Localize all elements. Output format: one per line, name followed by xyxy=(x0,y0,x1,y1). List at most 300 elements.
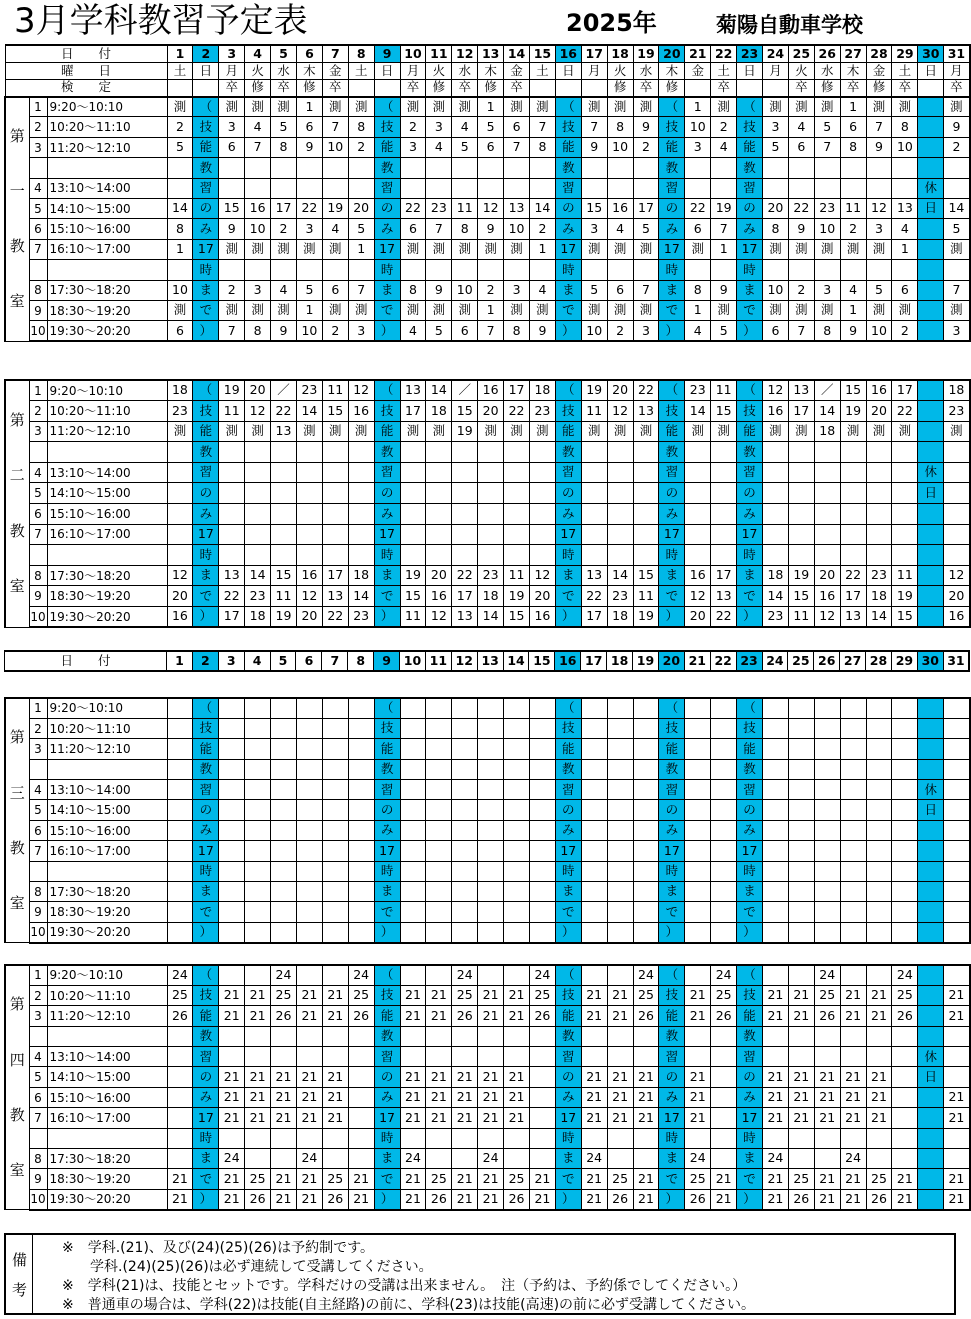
schedule-cell: 8 xyxy=(400,280,426,300)
schedule-cell: 測 xyxy=(322,421,348,442)
schedule-cell xyxy=(607,1026,633,1046)
schedule-cell: 20 xyxy=(685,607,711,628)
schedule-cell: 26 xyxy=(814,1006,840,1026)
schedule-cell: 21 xyxy=(762,1087,788,1107)
schedule-cell: 21 xyxy=(866,1087,892,1107)
schedule-cell xyxy=(944,922,970,942)
schedule-cell xyxy=(762,800,788,820)
page-title: 3月学科教習予定表 xyxy=(14,1,308,41)
schedule-cell: 21 xyxy=(685,1006,711,1026)
skill-only-cell: 習 xyxy=(193,178,219,198)
schedule-cell xyxy=(892,504,918,525)
period-time: 15:10～16:00 xyxy=(47,504,167,525)
schedule-cell xyxy=(711,483,737,504)
schedule-cell xyxy=(788,861,814,881)
schedule-cell xyxy=(814,739,840,759)
schedule-cell xyxy=(944,1067,970,1087)
schedule-cell xyxy=(348,861,374,881)
date-cell: 13 xyxy=(478,45,504,62)
skill-only-cell: み xyxy=(737,820,763,840)
schedule-cell: 測 xyxy=(866,421,892,442)
skill-only-cell: 17 xyxy=(374,524,400,545)
schedule-cell: 21 xyxy=(296,985,322,1005)
schedule-cell: 16 xyxy=(167,607,193,628)
closed-cell xyxy=(918,260,944,280)
schedule-cell: 1 xyxy=(892,239,918,259)
schedule-cell xyxy=(322,902,348,922)
schedule-cell xyxy=(607,718,633,738)
schedule-cell xyxy=(711,922,737,942)
schedule-cell: 21 xyxy=(348,1169,374,1189)
date-cell: 1 xyxy=(167,45,193,62)
weekday-cell: 日 xyxy=(374,62,400,79)
schedule-cell: 7 xyxy=(814,137,840,157)
skill-only-cell: ） xyxy=(374,1189,400,1209)
schedule-cell xyxy=(245,759,271,779)
schedule-cell: 測 xyxy=(607,239,633,259)
period-time: 14:10～15:00 xyxy=(47,199,167,219)
schedule-cell: 21 xyxy=(788,1087,814,1107)
schedule-cell: 19 xyxy=(452,421,478,442)
schedule-cell xyxy=(607,841,633,861)
schedule-cell xyxy=(296,882,322,902)
schedule-cell: 25 xyxy=(788,1169,814,1189)
weekday-cell: 木 xyxy=(840,62,866,79)
closed-cell xyxy=(918,380,944,401)
schedule-cell xyxy=(788,698,814,718)
schedule-cell xyxy=(219,902,245,922)
schedule-cell xyxy=(167,759,193,779)
schedule-cell xyxy=(322,1047,348,1067)
skill-only-cell: 習 xyxy=(193,1047,219,1067)
closed-cell xyxy=(918,219,944,239)
schedule-cell xyxy=(788,462,814,483)
skill-only-cell: ま xyxy=(659,1149,685,1169)
schedule-cell xyxy=(478,718,504,738)
schedule-cell xyxy=(296,158,322,178)
schedule-cell xyxy=(245,780,271,800)
skill-only-cell: 能 xyxy=(737,137,763,157)
schedule-cell xyxy=(271,698,297,718)
schedule-cell xyxy=(762,922,788,942)
schedule-cell xyxy=(529,442,555,463)
schedule-cell: 測 xyxy=(762,421,788,442)
schedule-cell xyxy=(296,442,322,463)
schedule-cell xyxy=(426,178,452,198)
schedule-cell xyxy=(348,1128,374,1148)
schedule-cell: 21 xyxy=(400,1067,426,1087)
schedule-cell xyxy=(426,902,452,922)
schedule-cell: 測 xyxy=(400,239,426,259)
schedule-cell xyxy=(633,800,659,820)
schedule-cell: 8 xyxy=(167,219,193,239)
schedule-cell xyxy=(426,841,452,861)
schedule-cell: 25 xyxy=(504,1169,530,1189)
schedule-cell xyxy=(296,178,322,198)
skill-only-cell: 能 xyxy=(555,1006,581,1026)
schedule-cell: 17 xyxy=(452,586,478,607)
weekday-cell: 月 xyxy=(763,62,789,79)
schedule-cell: 20 xyxy=(814,565,840,586)
schedule-cell xyxy=(452,504,478,525)
schedule-cell: 2 xyxy=(478,280,504,300)
weekday-cell: 月 xyxy=(219,62,245,79)
skill-only-cell: 能 xyxy=(374,421,400,442)
skill-only-cell: で xyxy=(193,1169,219,1189)
date-cell: 9 xyxy=(374,651,400,671)
schedule-cell: 21 xyxy=(219,1169,245,1189)
schedule-cell xyxy=(840,178,866,198)
skill-only-cell: み xyxy=(659,1087,685,1107)
schedule-cell: 3 xyxy=(685,137,711,157)
schedule-cell: 21 xyxy=(322,1087,348,1107)
schedule-cell xyxy=(607,1047,633,1067)
date-cell: 31 xyxy=(943,651,969,671)
exam-cell: 卒 xyxy=(219,79,245,96)
period-number: 5 xyxy=(29,800,47,820)
period-number: 2 xyxy=(29,718,47,738)
schedule-cell xyxy=(271,260,297,280)
schedule-cell xyxy=(892,524,918,545)
skill-only-cell: ま xyxy=(659,280,685,300)
schedule-cell: 測 xyxy=(892,300,918,320)
skill-only-cell: （ xyxy=(374,97,400,117)
exam-cell: 修 xyxy=(659,79,685,96)
schedule-cell xyxy=(271,483,297,504)
period-number: 2 xyxy=(29,401,47,422)
skill-only-cell: 技 xyxy=(737,985,763,1005)
schedule-cell xyxy=(348,483,374,504)
schedule-cell xyxy=(840,759,866,779)
schedule-cell xyxy=(840,739,866,759)
section-label: 第二教室 xyxy=(5,380,29,627)
period-number: 4 xyxy=(29,178,47,198)
schedule-cell xyxy=(529,841,555,861)
schedule-cell xyxy=(788,1128,814,1148)
date-cell: 12 xyxy=(451,651,477,671)
schedule-cell xyxy=(426,260,452,280)
closed-cell xyxy=(918,504,944,525)
skill-only-cell: 時 xyxy=(555,260,581,280)
schedule-cell: 21 xyxy=(581,1087,607,1107)
schedule-cell xyxy=(685,1128,711,1148)
schedule-cell: 8 xyxy=(245,321,271,341)
schedule-cell xyxy=(219,820,245,840)
schedule-cell xyxy=(607,882,633,902)
schedule-cell: 測 xyxy=(607,300,633,320)
schedule-cell xyxy=(944,800,970,820)
schedule-cell xyxy=(452,1149,478,1169)
skill-only-cell: の xyxy=(374,1067,400,1087)
closed-cell xyxy=(918,524,944,545)
date-cell: 27 xyxy=(840,45,866,62)
period-number: 1 xyxy=(29,97,47,117)
schedule-cell xyxy=(426,158,452,178)
skill-only-cell: 17 xyxy=(555,841,581,861)
schedule-cell xyxy=(685,1026,711,1046)
schedule-cell xyxy=(245,800,271,820)
closed-cell xyxy=(918,759,944,779)
schedule-cell: 測 xyxy=(763,300,789,320)
schedule-cell xyxy=(452,698,478,718)
schedule-cell xyxy=(633,504,659,525)
closed-cell xyxy=(918,321,944,341)
period-time: 18:30～19:20 xyxy=(47,586,167,607)
skill-only-cell: 時 xyxy=(555,1128,581,1148)
schedule-cell xyxy=(685,462,711,483)
schedule-cell xyxy=(452,759,478,779)
skill-only-cell: で xyxy=(374,300,400,320)
schedule-cell xyxy=(504,483,530,504)
schedule-cell: 16 xyxy=(296,565,322,586)
schedule-cell: 19 xyxy=(633,607,659,628)
weekday-cell: 金 xyxy=(322,62,348,79)
schedule-cell: 14 xyxy=(426,380,452,401)
schedule-cell xyxy=(426,483,452,504)
closed-cell xyxy=(918,607,944,628)
schedule-cell: 11 xyxy=(322,380,348,401)
closed-cell xyxy=(918,442,944,463)
schedule-cell xyxy=(581,780,607,800)
skill-only-cell: 時 xyxy=(659,1128,685,1148)
schedule-cell xyxy=(245,158,271,178)
schedule-cell xyxy=(607,442,633,463)
schedule-cell xyxy=(529,524,555,545)
schedule-cell: 21 xyxy=(452,1087,478,1107)
period-time xyxy=(47,260,167,280)
schedule-cell xyxy=(167,1087,193,1107)
year-label: 2025年 xyxy=(566,9,657,37)
schedule-cell xyxy=(581,759,607,779)
schedule-cell: 15 xyxy=(504,607,530,628)
skill-only-cell: 能 xyxy=(374,739,400,759)
schedule-cell xyxy=(167,1108,193,1128)
closed-cell xyxy=(918,97,944,117)
schedule-cell xyxy=(296,820,322,840)
skill-only-cell: 能 xyxy=(555,421,581,442)
closed-cell xyxy=(918,137,944,157)
schedule-cell: 26 xyxy=(685,1189,711,1209)
schedule-cell: 5 xyxy=(271,117,297,137)
schedule-cell xyxy=(866,759,892,779)
period-time: 16:10～17:00 xyxy=(47,524,167,545)
schedule-cell xyxy=(788,483,814,504)
schedule-cell xyxy=(348,1026,374,1046)
schedule-cell xyxy=(426,1026,452,1046)
schedule-cell xyxy=(788,965,814,985)
date-cell: 26 xyxy=(814,651,840,671)
schedule-cell xyxy=(685,841,711,861)
schedule-cell: 測 xyxy=(426,239,452,259)
schedule-cell xyxy=(167,442,193,463)
schedule-cell xyxy=(685,739,711,759)
schedule-cell xyxy=(426,1128,452,1148)
schedule-cell: 21 xyxy=(167,1189,193,1209)
schedule-cell xyxy=(788,1149,814,1169)
schedule-cell: 24 xyxy=(529,965,555,985)
period-number: 10 xyxy=(29,321,47,341)
schedule-cell xyxy=(219,861,245,881)
schedule-cell xyxy=(322,780,348,800)
schedule-cell: 26 xyxy=(271,1006,297,1026)
schedule-cell xyxy=(633,922,659,942)
schedule-cell xyxy=(452,882,478,902)
schedule-cell xyxy=(581,483,607,504)
schedule-cell: 4 xyxy=(271,280,297,300)
closed-cell xyxy=(918,1189,944,1209)
section-label: 第三教室 xyxy=(5,698,29,943)
period-number: 4 xyxy=(29,780,47,800)
closed-cell: 日 xyxy=(918,1067,944,1087)
schedule-cell xyxy=(271,861,297,881)
skill-only-cell: 時 xyxy=(193,1128,219,1148)
schedule-cell xyxy=(892,462,918,483)
schedule-cell xyxy=(529,800,555,820)
closed-cell xyxy=(918,158,944,178)
weekday-cell: 月 xyxy=(944,62,970,79)
schedule-cell: 21 xyxy=(400,1087,426,1107)
schedule-cell: 17 xyxy=(400,401,426,422)
skill-only-cell: で xyxy=(737,902,763,922)
schedule-cell: 8 xyxy=(685,280,711,300)
skill-only-cell: 教 xyxy=(737,759,763,779)
schedule-cell: 24 xyxy=(814,965,840,985)
skill-only-cell: の xyxy=(193,800,219,820)
date-cell: 28 xyxy=(866,45,892,62)
skill-only-cell: （ xyxy=(193,380,219,401)
schedule-cell xyxy=(296,922,322,942)
schedule-cell xyxy=(167,739,193,759)
schedule-cell xyxy=(400,504,426,525)
schedule-cell: 8 xyxy=(840,137,866,157)
schedule-cell xyxy=(840,483,866,504)
schedule-cell xyxy=(944,739,970,759)
exam-cell xyxy=(193,79,219,96)
schedule-cell: 測 xyxy=(814,97,840,117)
schedule-cell: 21 xyxy=(478,1189,504,1209)
schedule-cell xyxy=(219,178,245,198)
schedule-cell xyxy=(685,524,711,545)
schedule-cell xyxy=(788,882,814,902)
period-time xyxy=(47,861,167,881)
schedule-cell xyxy=(504,718,530,738)
schedule-cell xyxy=(529,483,555,504)
schedule-cell xyxy=(685,800,711,820)
schedule-cell xyxy=(504,965,530,985)
schedule-cell xyxy=(711,260,737,280)
schedule-cell xyxy=(633,861,659,881)
date-cell: 25 xyxy=(788,651,814,671)
weekday-cell: 木 xyxy=(478,62,504,79)
closed-cell xyxy=(918,1006,944,1026)
schedule-cell: 23 xyxy=(426,199,452,219)
schedule-cell xyxy=(866,524,892,545)
schedule-cell: 26 xyxy=(866,1189,892,1209)
schedule-cell xyxy=(866,780,892,800)
schedule-cell xyxy=(529,178,555,198)
schedule-cell: 5 xyxy=(348,219,374,239)
schedule-cell xyxy=(581,861,607,881)
schedule-cell: 21 xyxy=(478,1108,504,1128)
schedule-cell xyxy=(504,698,530,718)
schedule-cell: 10 xyxy=(296,321,322,341)
schedule-cell xyxy=(400,483,426,504)
schedule-cell: 25 xyxy=(711,985,737,1005)
schedule-cell xyxy=(296,483,322,504)
skill-only-cell: 習 xyxy=(737,178,763,198)
skill-only-cell: 習 xyxy=(737,780,763,800)
date-cell: 3 xyxy=(218,651,244,671)
skill-only-cell: 教 xyxy=(737,442,763,463)
schedule-cell xyxy=(711,861,737,881)
schedule-cell: 16 xyxy=(814,586,840,607)
schedule-cell xyxy=(452,800,478,820)
schedule-cell xyxy=(814,780,840,800)
schedule-cell: 25 xyxy=(814,985,840,1005)
schedule-cell xyxy=(529,1087,555,1107)
schedule-cell: 測 xyxy=(788,300,814,320)
schedule-cell xyxy=(400,882,426,902)
skill-only-cell: （ xyxy=(737,965,763,985)
period-number: 7 xyxy=(29,1108,47,1128)
schedule-cell: 9 xyxy=(581,137,607,157)
skill-only-cell: 17 xyxy=(737,239,763,259)
schedule-cell: 測 xyxy=(245,97,271,117)
schedule-cell xyxy=(814,861,840,881)
date-cell: 23 xyxy=(736,651,762,671)
schedule-cell: 14 xyxy=(944,199,970,219)
schedule-cell xyxy=(348,504,374,525)
schedule-cell: 21 xyxy=(762,1006,788,1026)
schedule-cell xyxy=(478,861,504,881)
schedule-cell xyxy=(866,1026,892,1046)
schedule-cell: 13 xyxy=(504,199,530,219)
schedule-cell xyxy=(840,260,866,280)
schedule-cell xyxy=(607,545,633,566)
schedule-cell: 測 xyxy=(892,97,918,117)
schedule-cell: 21 xyxy=(504,1108,530,1128)
schedule-cell xyxy=(763,178,789,198)
schedule-cell xyxy=(400,462,426,483)
schedule-cell: 16 xyxy=(866,380,892,401)
schedule-cell xyxy=(348,260,374,280)
skill-only-cell: 教 xyxy=(193,442,219,463)
date-cell: 11 xyxy=(425,651,451,671)
schedule-cell xyxy=(426,1149,452,1169)
skill-only-cell: 17 xyxy=(555,1108,581,1128)
schedule-cell: 21 xyxy=(788,985,814,1005)
schedule-cell: 10 xyxy=(892,137,918,157)
schedule-cell: 26 xyxy=(322,1189,348,1209)
period-number: 4 xyxy=(29,1047,47,1067)
schedule-cell: 23 xyxy=(762,607,788,628)
skill-only-cell: の xyxy=(659,483,685,504)
period-number: 5 xyxy=(29,199,47,219)
period-number: 8 xyxy=(29,1149,47,1169)
period-number: 10 xyxy=(29,922,47,942)
skill-only-cell: の xyxy=(374,800,400,820)
schedule-cell xyxy=(167,158,193,178)
skill-only-cell: み xyxy=(193,219,219,239)
schedule-cell xyxy=(400,178,426,198)
period-time: 17:30～18:20 xyxy=(47,882,167,902)
schedule-cell xyxy=(788,780,814,800)
schedule-cell: 3 xyxy=(348,321,374,341)
schedule-cell xyxy=(892,260,918,280)
schedule-cell xyxy=(814,841,840,861)
schedule-cell: 5 xyxy=(581,280,607,300)
schedule-cell: 17 xyxy=(271,199,297,219)
